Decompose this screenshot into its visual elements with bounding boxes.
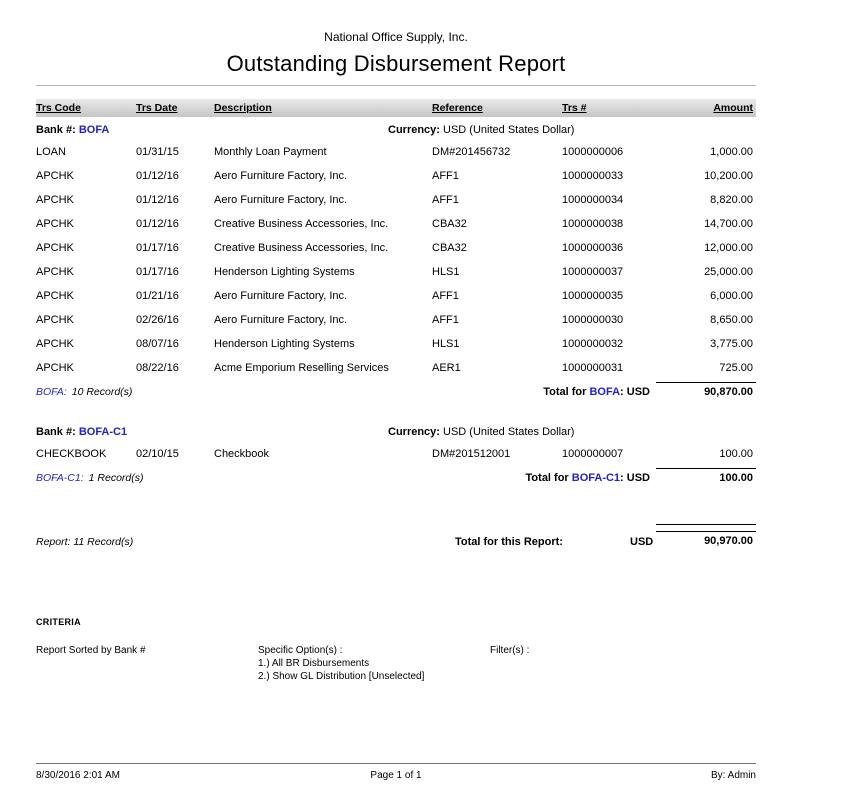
- cell-trs-number: 1000000032: [562, 338, 624, 350]
- cell-amount: 3,775.00: [710, 338, 753, 350]
- group-footer-row: [36, 468, 756, 492]
- cell-trs-code: CHECKBOOK: [36, 448, 107, 460]
- bank-number-label: Bank #:: [36, 426, 76, 438]
- cell-amount: 1,000.00: [710, 146, 753, 158]
- table-header-row: [36, 99, 756, 117]
- cell-trs-code: APCHK: [36, 218, 74, 230]
- cell-trs-date: 01/12/16: [136, 194, 179, 206]
- group-record-count-text: 1 Record(s): [88, 472, 144, 484]
- cell-trs-date: 02/10/15: [136, 448, 179, 460]
- criteria-option-1: 1.) All BR Disbursements: [258, 658, 370, 669]
- group-total-label: [543, 382, 650, 399]
- cell-trs-date: 02/26/16: [136, 314, 179, 326]
- cell-trs-number: 1000000033: [562, 170, 624, 182]
- cell-amount: 10,200.00: [704, 170, 753, 182]
- cell-reference: AFF1: [432, 170, 459, 182]
- group-total-label: [526, 468, 650, 485]
- table-row: [36, 188, 756, 212]
- cell-description: Aero Furniture Factory, Inc.: [214, 314, 348, 326]
- bank-currency: [388, 120, 756, 140]
- cell-trs-code: APCHK: [36, 338, 74, 350]
- currency-value: USD (United States Dollar): [443, 124, 575, 136]
- criteria-grid: [36, 644, 756, 683]
- cell-amount: 14,700.00: [704, 218, 753, 230]
- cell-trs-date: 01/17/16: [136, 266, 179, 278]
- cell-amount: 25,000.00: [704, 266, 753, 278]
- bank-number-label: Bank #:: [36, 124, 76, 136]
- cell-trs-code: APCHK: [36, 194, 74, 206]
- cell-trs-number: 1000000034: [562, 194, 624, 206]
- bank-group: [36, 120, 756, 406]
- table-row: [36, 284, 756, 308]
- grand-total-rule: [656, 524, 756, 525]
- cell-trs-code: APCHK: [36, 314, 74, 326]
- cell-description: Henderson Lighting Systems: [214, 266, 355, 278]
- bank-code: BOFA: [78, 124, 110, 136]
- group-total-suffix: : USD: [620, 472, 650, 484]
- transaction-rows: [36, 442, 756, 466]
- cell-trs-code: LOAN: [36, 146, 66, 158]
- cell-reference: DM#201456732: [432, 146, 511, 158]
- cell-description: Checkbook: [214, 448, 270, 460]
- cell-description: Aero Furniture Factory, Inc.: [214, 194, 348, 206]
- report-total-label: Total for this Report:: [455, 536, 563, 548]
- bank-number: [36, 422, 388, 442]
- footer-generated-by: By: Admin: [710, 770, 756, 781]
- cell-reference: AER1: [432, 362, 461, 374]
- cell-trs-number: 1000000036: [562, 242, 624, 254]
- cell-trs-code: APCHK: [36, 362, 74, 374]
- cell-reference: CBA32: [432, 242, 467, 254]
- bank-number: [36, 120, 388, 140]
- group-record-bank-code: BOFA-C1:: [36, 472, 84, 484]
- cell-description: Creative Business Accessories, Inc.: [214, 218, 389, 230]
- cell-amount: 8,820.00: [710, 194, 753, 206]
- bank-header-row: [36, 120, 756, 140]
- criteria-heading: CRITERIA: [36, 617, 81, 627]
- cell-trs-date: 01/12/16: [136, 218, 179, 230]
- page-footer: [36, 763, 756, 781]
- group-footer-row: [36, 382, 756, 406]
- column-header-amount: Amount: [713, 102, 753, 114]
- cell-reference: DM#201512001: [432, 448, 511, 460]
- currency-label: Currency:: [388, 426, 440, 438]
- cell-trs-code: APCHK: [36, 242, 74, 254]
- cell-reference: AFF1: [432, 290, 459, 302]
- table-row: [36, 212, 756, 236]
- cell-reference: AFF1: [432, 194, 459, 206]
- table-row: [36, 164, 756, 188]
- criteria-section: [36, 617, 756, 683]
- criteria-filters-label: Filter(s) :: [490, 645, 530, 656]
- criteria-options-label: Specific Option(s) :: [258, 645, 343, 656]
- cell-trs-code: APCHK: [36, 170, 74, 182]
- report-total-amount: 90,970.00: [656, 531, 756, 548]
- cell-amount: 725.00: [719, 362, 753, 374]
- currency-value: USD (United States Dollar): [443, 426, 575, 438]
- group-record-count: [36, 468, 526, 485]
- cell-trs-date: 01/31/15: [136, 146, 179, 158]
- cell-reference: CBA32: [432, 218, 467, 230]
- bank-header-row: [36, 422, 756, 442]
- bank-group: [36, 422, 756, 492]
- currency-label: Currency:: [388, 124, 440, 136]
- cell-reference: HLS1: [432, 338, 460, 350]
- column-header-trs-date: Trs Date: [136, 102, 178, 114]
- bank-code: BOFA-C1: [78, 426, 128, 438]
- table-row: [36, 442, 756, 466]
- group-record-bank-code: BOFA:: [36, 386, 67, 398]
- cell-trs-date: 01/21/16: [136, 290, 179, 302]
- cell-trs-number: 1000000037: [562, 266, 624, 278]
- cell-amount: 6,000.00: [710, 290, 753, 302]
- cell-trs-number: 1000000038: [562, 218, 624, 230]
- cell-trs-number: 1000000031: [562, 362, 624, 374]
- criteria-option-2: 2.) Show GL Distribution [Unselected]: [258, 671, 425, 682]
- cell-description: Creative Business Accessories, Inc.: [214, 242, 389, 254]
- column-header-trs-code: Trs Code: [36, 102, 81, 114]
- report-total-currency: USD: [630, 536, 654, 548]
- report-record-count: Report: 11 Record(s): [36, 536, 134, 548]
- table-row: [36, 236, 756, 260]
- column-header-description: Description: [214, 102, 272, 114]
- group-total-suffix: : USD: [620, 386, 650, 398]
- bank-currency: [388, 422, 756, 442]
- group-total-bank-code: BOFA-C1: [571, 472, 621, 484]
- table-row: [36, 260, 756, 284]
- cell-amount: 8,650.00: [710, 314, 753, 326]
- cell-trs-number: 1000000006: [562, 146, 624, 158]
- cell-description: Acme Emporium Reselling Services: [214, 362, 389, 374]
- cell-description: Aero Furniture Factory, Inc.: [214, 170, 348, 182]
- cell-description: Aero Furniture Factory, Inc.: [214, 290, 348, 302]
- group-total-prefix: Total for: [543, 386, 590, 398]
- cell-amount: 12,000.00: [704, 242, 753, 254]
- group-record-count: [36, 382, 543, 399]
- title-divider: [36, 85, 756, 86]
- report-total-row: [36, 531, 756, 555]
- cell-trs-date: 01/12/16: [136, 170, 179, 182]
- cell-amount: 100.00: [719, 448, 753, 460]
- cell-description: Henderson Lighting Systems: [214, 338, 355, 350]
- cell-trs-code: APCHK: [36, 290, 74, 302]
- cell-trs-number: 1000000030: [562, 314, 624, 326]
- table-row: [36, 332, 756, 356]
- cell-trs-code: APCHK: [36, 266, 74, 278]
- transaction-rows: [36, 140, 756, 380]
- table-row: [36, 140, 756, 164]
- cell-trs-number: 1000000035: [562, 290, 624, 302]
- company-name: National Office Supply, Inc.: [324, 30, 468, 44]
- cell-trs-number: 1000000007: [562, 448, 624, 460]
- cell-reference: AFF1: [432, 314, 459, 326]
- report-total-section: [36, 524, 756, 555]
- cell-reference: HLS1: [432, 266, 460, 278]
- cell-trs-date: 01/17/16: [136, 242, 179, 254]
- criteria-sorted-by: Report Sorted by Bank #: [36, 645, 146, 656]
- footer-page-info: Page 1 of 1: [370, 770, 422, 781]
- group-total-amount: 100.00: [656, 468, 756, 485]
- criteria-options: [258, 644, 490, 683]
- group-total-bank-code: BOFA: [589, 386, 621, 398]
- group-total-amount: 90,870.00: [656, 382, 756, 399]
- cell-trs-date: 08/22/16: [136, 362, 179, 374]
- column-header-trs-number: Trs #: [562, 102, 587, 114]
- page-title: Outstanding Disbursement Report: [226, 51, 566, 76]
- footer-datetime: 8/30/2016 2:01 AM: [36, 770, 120, 781]
- report-groups: [36, 120, 756, 492]
- cell-description: Monthly Loan Payment: [214, 146, 327, 158]
- table-row: [36, 308, 756, 332]
- group-total-prefix: Total for: [525, 472, 572, 484]
- group-record-count-text: 10 Record(s): [71, 386, 133, 398]
- table-row: [36, 356, 756, 380]
- column-header-reference: Reference: [432, 102, 483, 114]
- cell-trs-date: 08/07/16: [136, 338, 179, 350]
